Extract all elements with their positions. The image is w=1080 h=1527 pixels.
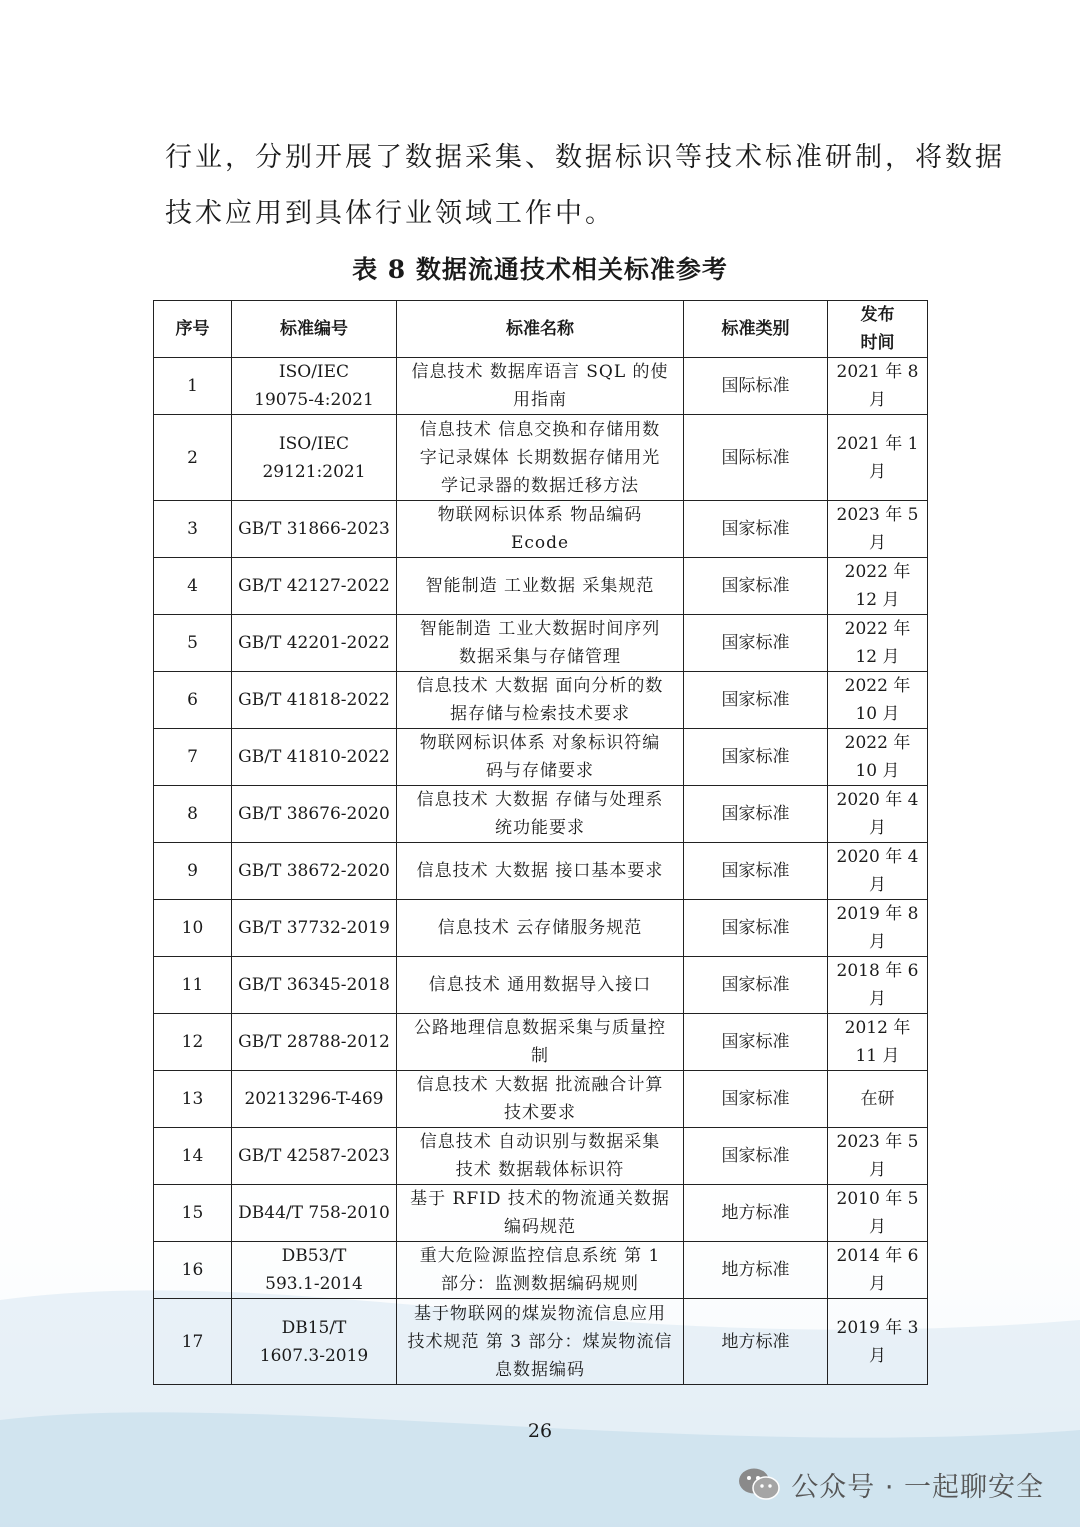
cell-code-line: DB53/T [281,1246,347,1266]
cell-date-line: 2018 年 6 [836,961,919,981]
cell-code-line: GB/T 37732-2019 [238,918,390,938]
cell-date-line: 2020 年 4 [836,790,919,810]
paragraph-line-2: 技术应用到具体行业领域工作中。 [165,198,615,229]
cell-name-line: 学记录器的数据迁移方法 [441,475,639,496]
header-category: 标准类别 [684,301,828,358]
cell-date [828,358,928,415]
cell-code-line: 593.1-2014 [265,1274,363,1294]
cell-code-line: GB/T 41818-2022 [238,690,390,710]
table-row [154,957,928,1014]
cell-category: 国家标准 [684,900,828,957]
cell-date [828,843,928,900]
cell-name-line: 用指南 [513,390,567,410]
cell-name-line: 技术 数据载体标识符 [455,1160,625,1180]
cell-name [397,786,684,843]
cell-code [232,843,397,900]
cell-date-line: 11 月 [855,1046,900,1066]
cell-date-line: 2019 年 8 [836,904,919,924]
cell-name-line: 技术规范 第 3 部分：煤炭物流信 [407,1331,673,1352]
cell-category: 地方标准 [684,1299,828,1385]
cell-seq: 3 [154,501,232,558]
cell-name [397,501,684,558]
table-row [154,415,928,501]
cell-name-line: 物联网标识体系 物品编码 [437,505,643,525]
cell-name-line: 技术要求 [504,1103,576,1123]
table-caption: 表 8 数据流通技术相关标准参考 [352,255,728,284]
table-row [154,501,928,558]
cell-date-line: 月 [869,533,886,553]
cell-name-line: 公路地理信息数据采集与质量控 [414,1018,666,1038]
cell-date-line: 月 [869,1217,886,1237]
cell-name-line: 信息技术 通用数据导入接口 [428,975,652,995]
cell-code [232,1185,397,1242]
cell-code-line: GB/T 31866-2023 [238,519,390,539]
cell-code-line: ISO/IEC [278,362,350,382]
cell-name-line: 码与存储要求 [486,761,594,781]
cell-seq: 2 [154,415,232,501]
wechat-icon [737,1465,781,1503]
cell-code [232,558,397,615]
table-row [154,729,928,786]
cell-name-line: 息数据编码 [495,1359,585,1380]
cell-date-line: 在研 [860,1089,895,1109]
cell-date [828,786,928,843]
cell-seq: 17 [154,1299,232,1385]
cell-date [828,672,928,729]
cell-code [232,900,397,957]
cell-name-line: 智能制造 工业大数据时间序列 [419,619,661,639]
cell-date [828,957,928,1014]
cell-date [828,501,928,558]
table-row [154,900,928,957]
cell-code-line: ISO/IEC [278,433,350,454]
cell-name [397,672,684,729]
cell-name-line: 智能制造 工业数据 采集规范 [425,576,655,596]
cell-date-line: 月 [869,390,886,410]
cell-date [828,900,928,957]
cell-date [828,1071,928,1128]
watermark-text: 公众号 · 一起聊安全 [791,1471,1044,1503]
cell-category: 地方标准 [684,1185,828,1242]
cell-name-line: 基于物联网的煤炭物流信息应用 [414,1303,666,1324]
cell-code [232,1299,397,1385]
cell-date-line: 2022 年 [844,676,911,696]
cell-code [232,615,397,672]
cell-date-line: 2023 年 5 [836,1132,919,1152]
table-row [154,1242,928,1299]
cell-name [397,1128,684,1185]
table-row [154,672,928,729]
table-row [154,1128,928,1185]
cell-name-line: 字记录媒体 长期数据存储用光 [419,447,661,468]
standards-table [153,300,928,1385]
header-date [828,301,928,358]
cell-date [828,1299,928,1385]
cell-date-line: 2022 年 [844,733,911,753]
cell-name [397,957,684,1014]
cell-name [397,843,684,900]
header-code: 标准编号 [232,301,397,358]
cell-date-line: 2023 年 5 [836,505,919,525]
cell-name [397,729,684,786]
table-row [154,558,928,615]
table-row [154,1014,928,1071]
cell-category: 国际标准 [684,358,828,415]
cell-seq: 7 [154,729,232,786]
cell-date [828,1185,928,1242]
cell-seq: 12 [154,1014,232,1071]
cell-category: 国家标准 [684,501,828,558]
cell-date-line: 10 月 [855,761,900,781]
cell-seq: 6 [154,672,232,729]
cell-code [232,358,397,415]
table-header-row [154,301,928,358]
cell-name-line: 信息技术 大数据 存储与处理系 [416,790,664,810]
table-row [154,1299,928,1385]
cell-code-line: GB/T 28788-2012 [238,1032,390,1052]
cell-name-line: 信息技术 大数据 面向分析的数 [416,676,664,696]
cell-seq: 4 [154,558,232,615]
cell-date-line: 月 [869,818,886,838]
cell-name-line: 信息技术 信息交换和存储用数 [419,419,661,440]
cell-date-line: 10 月 [855,704,900,724]
cell-code [232,1128,397,1185]
cell-seq: 5 [154,615,232,672]
header-seq: 序号 [154,301,232,358]
cell-name [397,1014,684,1071]
cell-code-line: DB15/T [281,1317,347,1338]
cell-category: 国家标准 [684,729,828,786]
cell-name-line: 基于 RFID 技术的物流通关数据 [410,1189,670,1209]
cell-category: 国家标准 [684,957,828,1014]
cell-code-line: 20213296-T-469 [244,1089,384,1109]
cell-date [828,1242,928,1299]
cell-code [232,1014,397,1071]
cell-date-line: 月 [869,1160,886,1180]
cell-category: 国家标准 [684,1014,828,1071]
table-row [154,1185,928,1242]
cell-category: 国家标准 [684,1128,828,1185]
cell-category: 国家标准 [684,672,828,729]
cell-date-line: 月 [869,989,886,1009]
cell-name-line: 据存储与检索技术要求 [450,704,630,724]
cell-date-line: 2019 年 3 [836,1317,919,1338]
cell-date-line: 2021 年 1 [836,433,919,454]
cell-date-line: 2010 年 5 [836,1189,919,1209]
cell-category: 国家标准 [684,1071,828,1128]
cell-name [397,1242,684,1299]
cell-name [397,615,684,672]
cell-seq: 8 [154,786,232,843]
cell-name-line: 部分：监测数据编码规则 [441,1274,639,1294]
cell-code-line: GB/T 41810-2022 [238,747,390,767]
cell-code-line: GB/T 42587-2023 [238,1146,390,1166]
cell-seq: 16 [154,1242,232,1299]
cell-seq: 14 [154,1128,232,1185]
cell-name [397,358,684,415]
cell-code-line: GB/T 42127-2022 [238,576,390,596]
cell-date-line: 2012 年 [844,1018,911,1038]
cell-date-line: 12 月 [855,590,900,610]
cell-code-line: 29121:2021 [262,461,366,482]
cell-name [397,558,684,615]
cell-date-line: 2020 年 4 [836,847,919,867]
cell-code-line: GB/T 38676-2020 [238,804,390,824]
cell-seq: 15 [154,1185,232,1242]
cell-date-line: 2014 年 6 [836,1246,919,1266]
cell-category: 国家标准 [684,615,828,672]
cell-code [232,1242,397,1299]
watermark [737,1462,1044,1506]
cell-date [828,1014,928,1071]
cell-date-line: 月 [869,875,886,895]
cell-name-line: 信息技术 云存储服务规范 [437,918,643,938]
cell-name-line: 制 [531,1046,549,1066]
paragraph-line-1: 行业，分别开展了数据采集、数据标识等技术标准研制，将数据 [165,142,1005,173]
cell-name [397,1299,684,1385]
cell-date-line: 2022 年 [844,619,911,639]
page-number: 26 [527,1420,553,1442]
cell-date-line: 月 [869,461,886,482]
cell-code [232,729,397,786]
cell-category: 国际标准 [684,415,828,501]
cell-name-line: 重大危险源监控信息系统 第 1 [419,1246,661,1266]
cell-name-line: 信息技术 自动识别与数据采集 [419,1132,661,1152]
cell-name [397,900,684,957]
header-name: 标准名称 [397,301,684,358]
cell-date [828,558,928,615]
cell-code-line: DB44/T 758-2010 [238,1203,390,1223]
cell-name-line: 数据采集与存储管理 [459,647,621,667]
cell-seq: 13 [154,1071,232,1128]
cell-date-line: 2021 年 8 [836,362,919,382]
cell-name-line: 统功能要求 [495,818,585,838]
cell-name-line: Ecode [510,533,570,553]
cell-seq: 10 [154,900,232,957]
cell-name-line: 信息技术 大数据 批流融合计算 [416,1075,664,1095]
cell-name-line: 编码规范 [504,1217,576,1237]
cell-name-line: 信息技术 大数据 接口基本要求 [416,861,664,881]
cell-category: 地方标准 [684,1242,828,1299]
cell-date [828,1128,928,1185]
cell-name-line: 物联网标识体系 对象标识符编 [419,733,661,753]
table-row [154,1071,928,1128]
cell-name [397,415,684,501]
cell-code [232,672,397,729]
cell-code-line: 1607.3-2019 [259,1345,369,1366]
cell-name [397,1185,684,1242]
cell-name-line: 信息技术 数据库语言 SQL 的使 [411,362,669,382]
table-row [154,843,928,900]
cell-date-line: 12 月 [855,647,900,667]
cell-code-line: GB/T 36345-2018 [238,975,390,995]
cell-date [828,415,928,501]
cell-code [232,786,397,843]
cell-seq: 9 [154,843,232,900]
cell-seq: 1 [154,358,232,415]
cell-seq: 11 [154,957,232,1014]
cell-code [232,415,397,501]
cell-category: 国家标准 [684,786,828,843]
cell-date [828,729,928,786]
cell-name [397,1071,684,1128]
cell-date-line: 月 [869,1274,886,1294]
cell-code [232,957,397,1014]
cell-code-line: GB/T 38672-2020 [238,861,390,881]
cell-code [232,1071,397,1128]
cell-code-line: 19075-4:2021 [254,390,374,410]
table-row [154,615,928,672]
cell-date [828,615,928,672]
cell-code-line: GB/T 42201-2022 [238,633,390,653]
body-paragraph [165,130,1005,242]
header-date-line-2: 时间 [860,333,895,353]
cell-date-line: 月 [869,932,886,952]
cell-category: 国家标准 [684,843,828,900]
header-date-line-1: 发布 [860,305,895,325]
table-row [154,786,928,843]
cell-date-line: 2022 年 [844,562,911,582]
cell-date-line: 月 [869,1345,886,1366]
cell-code [232,501,397,558]
table-row [154,358,928,415]
cell-category: 国家标准 [684,558,828,615]
